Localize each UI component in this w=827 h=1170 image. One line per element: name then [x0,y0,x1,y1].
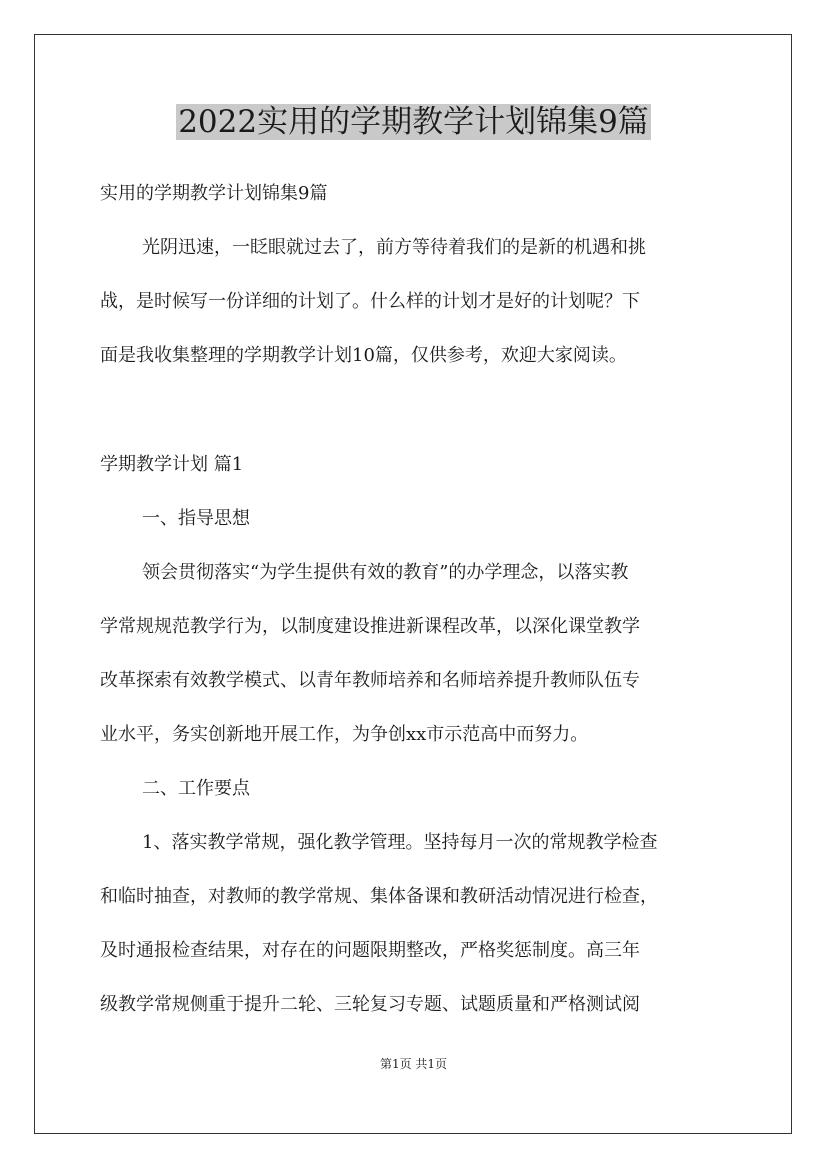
part2-line-4: 级教学常规侧重于提升二轮、三轮复习专题、试题质量和严格测试阅 [100,994,640,1015]
part2-line-3: 及时通报检查结果，对存在的问题限期整改，严格奖惩制度。高三年 [100,940,640,961]
part1-line-4: 业水平，务实创新地开展工作，为争创xx市示范高中而努力。 [100,724,589,745]
intro-line-3: 面是我收集整理的学期教学计划10篇，仅供参考，欢迎大家阅读。 [100,345,627,366]
part1-line-3: 改革探索有效教学模式、以青年教师培养和名师培养提升教师队伍专 [100,670,640,691]
part2-heading: 二、工作要点 [142,778,250,799]
part2-line-2: 和临时抽查，对教师的教学常规、集体备课和教研活动情况进行检查， [100,886,658,907]
part2-line-1: 1、落实教学常规，强化教学管理。坚持每月一次的常规教学检查 [142,832,658,853]
section-heading: 学期教学计划 篇1 [100,454,244,475]
page-number-footer: 第1页 共1页 [379,1057,448,1071]
intro-line-1: 光阴迅速，一眨眼就过去了，前方等待着我们的是新的机遇和挑 [142,237,646,258]
document-title: 2022实用的学期教学计划锦集9篇 [178,104,649,140]
part1-line-2: 学常规规范教学行为，以制度建设推进新课程改革，以深化课堂教学 [100,616,640,637]
part1-heading: 一、指导思想 [142,508,250,529]
part1-line-1: 领会贯彻落实“为学生提供有效的教育”的办学理念，以落实教 [142,562,629,583]
document-subtitle: 实用的学期教学计划锦集9篇 [100,183,328,204]
intro-line-2: 战，是时候写一份详细的计划了。什么样的计划才是好的计划呢？下 [100,291,640,312]
